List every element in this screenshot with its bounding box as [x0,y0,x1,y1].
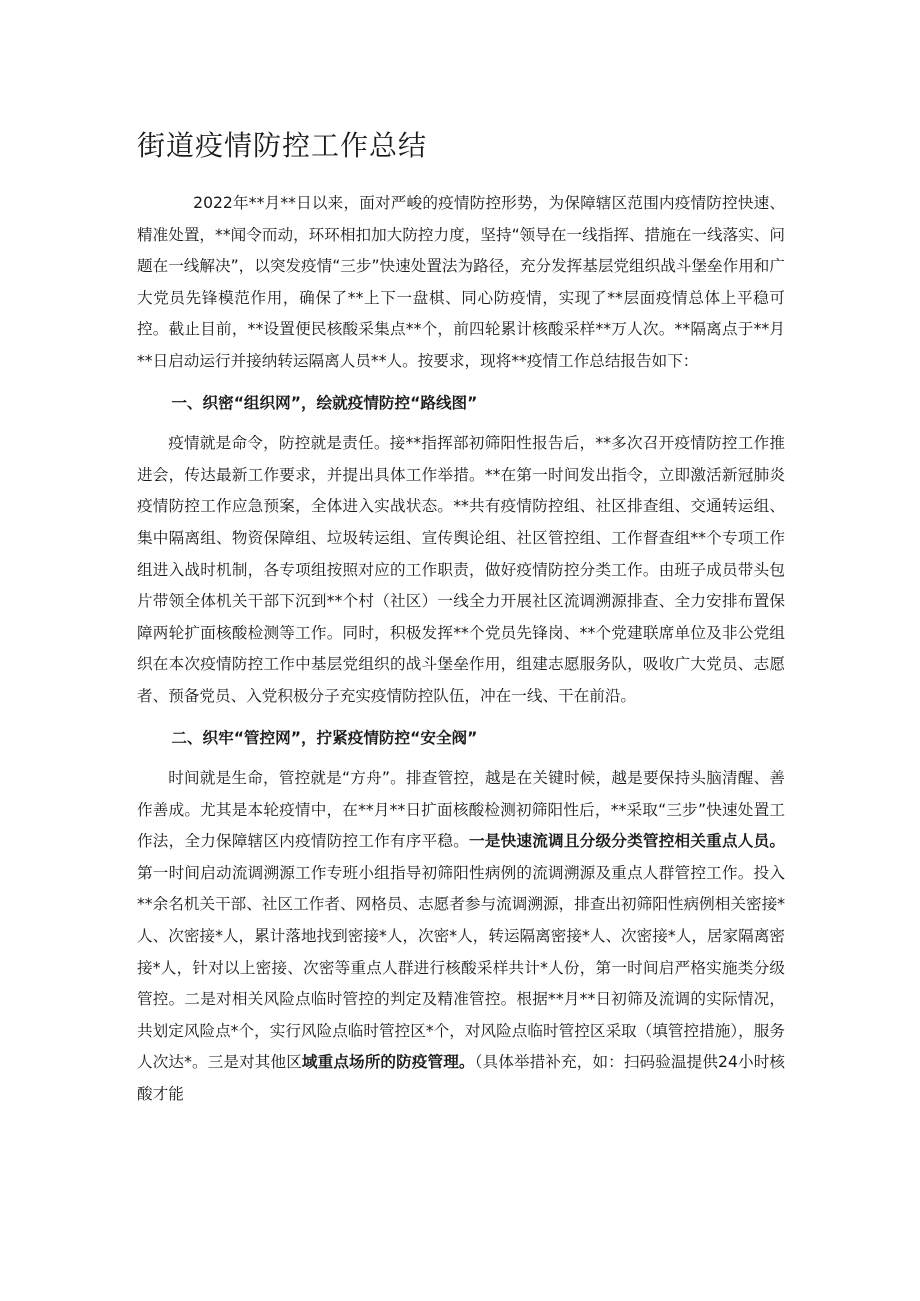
section-2-heading: 二、织牢“管控网”，拧紧疫情防控“安全阀” [171,728,478,747]
section-2-paragraph [137,763,785,1111]
section-2-text-start: 时间就是生命，管控就是“方舟”。排查管控，越是在关键时候，越是要保持头脑清醒、善作善成。尤其是本轮疫情中，在**月**日扩面核酸检测初筛阳性后，**采取“三步”快速处置工作法，全力保障辖区内疫情防控工作有序平稳。 [137,769,785,851]
section-2-text-end: （具体举措补充，如：扫码验温提供24小时核酸才能 [137,1053,785,1104]
intro-paragraph: 2022年**月**日以来，面对严峻的疫情防控形势，为保障辖区范围内疫情防控快速、精准处置，**闻令而动，环环相扣加大防控力度，坚持“领导在一线指挥、措施在一线落实、问题在一线解决”，以突发疫情“三步”快速处置法为路径，充分发挥基层党组织战斗堡垒作用和广大党员先锋模范作用，确保了**上下一盘棋、同心防疫情，实现了**层面疫情总体上平稳可控。截止目前，**设置便民核酸采集点**个，前四轮累计核酸采样**万人次。**隔离点于**月**日启动运行并接纳转运隔离人员**人。按要求，现将**疫情工作总结报告如下： [137,194,785,370]
section-1-heading: 一、织密“组织网”，绘就疫情防控“路线图” [171,393,478,412]
document-title: 街道疫情防控工作总结 [137,129,428,162]
section-2-bold-point-3: 域重点场所的防疫管理。 [301,1053,475,1072]
document-body [137,188,785,1111]
section-1-paragraph: 疫情就是命令，防控就是责任。接**指挥部初筛阳性报告后，**多次召开疫情防控工作推进会，传达最新工作要求，并提出具体工作举措。**在第一时间发出指令，立即激活新冠肺炎疫情防控工作应急预案，全体进入实战状态。**共有疫情防控组、社区排查组、交通转运组、集中隔离组、物资保障组、垃圾转运组、宣传舆论组、社区管控组、工作督查组**个专项工作组进入战时机制，各专项组按照对应的工作职责，做好疫情防控分类工作。由班子成员带头包片带领全体机关干部下沉到**个村（社区）一线全力开展社区流调溯源排查、全力安排布置保障两轮扩面核酸检测等工作。同时，积极发挥**个党员先锋岗、**个党建联席单位及非公党组织在本次疫情防控工作中基层党组织的战斗堡垒作用，组建志愿服务队，吸收广大党员、志愿者、预备党员、入党积极分子充实疫情防控队伍，冲在一线、干在前沿。 [137,434,785,705]
section-2-bold-point-1: 一是快速流调且分级分类管控相关重点人员。 [469,832,785,851]
section-2-text-middle: 第一时间启动流调溯源工作专班小组指导初筛阳性病例的流调溯源及重点人群管控工作。投入**余名机关干部、社区工作者、网格员、志愿者参与流调溯源，排查出初筛阳性病例相关密接*人、次密接*人，累计落地找到密接*人，次密*人，转运隔离密接*人、次密接*人，居家隔离密接*人，针对以上密接、次密等重点人群进行核酸采样共计*人份，第一时间启严格实施类分级管控。二是对相关风险点临时管控的判定及精准管控。根据**月**日初筛及流调的实际情况，共划定风险点*个，实行风险点临时管控区*个，对风险点临时管控区采取（填管控措施），服务人次达*。三是对其他区 [137,863,785,1072]
